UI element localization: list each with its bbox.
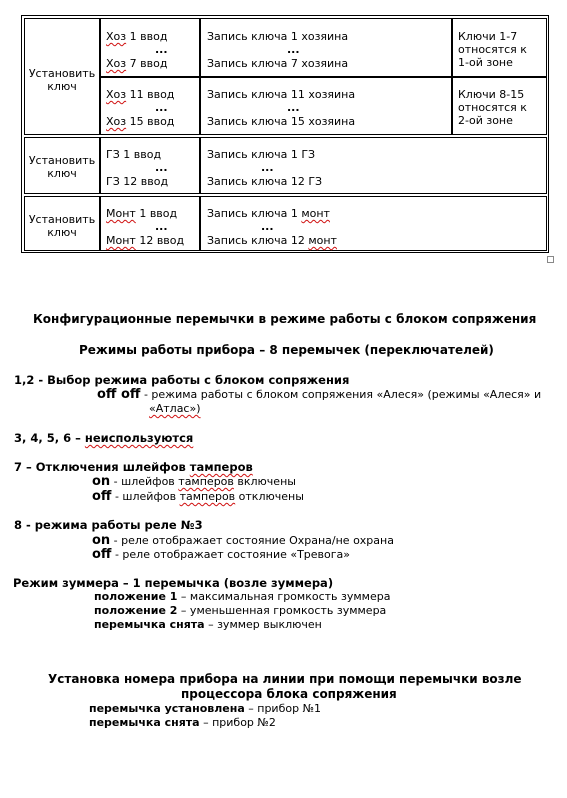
record-installer-last: Запись ключа 12 монт <box>207 234 337 247</box>
record-installer-dots: ... <box>261 220 274 233</box>
jumper-1-2-heading: 1,2 - Выбор режима работы с блоком сопряжения <box>14 373 350 387</box>
record-owner2-dots: ... <box>287 101 300 114</box>
table-resize-handle[interactable] <box>547 256 554 263</box>
input-owner2-last: Хоз 15 ввод <box>106 115 175 128</box>
record-owner2-last: Запись ключа 15 хозяина <box>207 115 356 128</box>
input-installer-first: Монт 1 ввод <box>106 207 178 220</box>
input-owner-dots: ... <box>155 43 168 56</box>
section-subtitle-modes: Режимы работы прибора – 8 перемычек (переключателей) <box>79 343 494 357</box>
record-owner2-first: Запись ключа 11 хозяина <box>207 88 356 101</box>
device-number-removed: перемычка снята – прибор №2 <box>89 716 276 729</box>
record-owner-dots: ... <box>287 43 300 56</box>
record-gz-first: Запись ключа 1 ГЗ <box>207 148 316 161</box>
section-title-config: Конфигурационные перемычки в режиме работы с блоком сопряжения <box>33 312 537 326</box>
input-gz-dots: ... <box>155 161 168 174</box>
input-owner-first: Хоз 1 ввод <box>106 30 168 43</box>
input-owner-last: Хоз 7 ввод <box>106 57 168 70</box>
jumper-1-2-desc: off off - режима работы с блоком сопряжения «Алеся» (режимы «Алеся» и <box>97 387 542 402</box>
jumper-1-2-desc-cont: «Атлас») <box>149 402 201 415</box>
input-installer-last: Монт 12 ввод <box>106 234 185 247</box>
device-number-title-line2: процессора блока сопряжения <box>181 687 397 701</box>
buzzer-removed: перемычка снята – зуммер выключен <box>94 618 322 631</box>
jumper-7-off: off - шлейфов тамперов отключены <box>92 489 304 504</box>
record-gz-last: Запись ключа 12 ГЗ <box>207 175 323 188</box>
device-number-title-line1: Установка номера прибора на линии при помощи перемычки возле <box>48 672 522 686</box>
jumper-7-on: on - шлейфов тамперов включены <box>92 474 296 489</box>
jumper-7-heading: 7 – Отключения шлейфов тамперов <box>14 460 253 474</box>
device-number-installed: перемычка установлена – прибор №1 <box>89 702 322 715</box>
record-installer-first: Запись ключа 1 монт <box>207 207 330 220</box>
input-owner2-first: Хоз 11 ввод <box>106 88 175 101</box>
jumper-8-on: on - реле отображает состояние Охрана/не охрана <box>92 533 394 548</box>
record-gz-dots: ... <box>261 161 274 174</box>
input-owner2-dots: ... <box>155 101 168 114</box>
buzzer-pos1: положение 1 – максимальная громкость зуммера <box>94 590 391 603</box>
input-gz-last: ГЗ 12 ввод <box>106 175 169 188</box>
jumper-8-off: off - реле отображает состояние «Тревога» <box>92 547 351 562</box>
input-installer-dots: ... <box>155 220 168 233</box>
note-zone-1: Ключи 1-7 относятся к 1-ой зоне <box>458 30 527 69</box>
action-installer-label: Установить ключ <box>28 213 96 239</box>
jumper-3-6-heading: 3, 4, 5, 6 – неиспользуются <box>14 431 194 445</box>
buzzer-pos2: положение 2 – уменьшенная громкость зуммера <box>94 604 387 617</box>
action-owner-label: Установить ключ <box>28 67 96 93</box>
record-owner-last: Запись ключа 7 хозяина <box>207 57 349 70</box>
action-gz-label: Установить ключ <box>28 154 96 180</box>
input-gz-first: ГЗ 1 ввод <box>106 148 162 161</box>
jumper-8-heading: 8 - режима работы реле №3 <box>14 518 203 532</box>
note-zone-2: Ключи 8-15 относятся к 2-ой зоне <box>458 88 527 127</box>
buzzer-heading: Режим зуммера – 1 перемычка (возле зуммера) <box>13 576 334 590</box>
record-owner-first: Запись ключа 1 хозяина <box>207 30 349 43</box>
